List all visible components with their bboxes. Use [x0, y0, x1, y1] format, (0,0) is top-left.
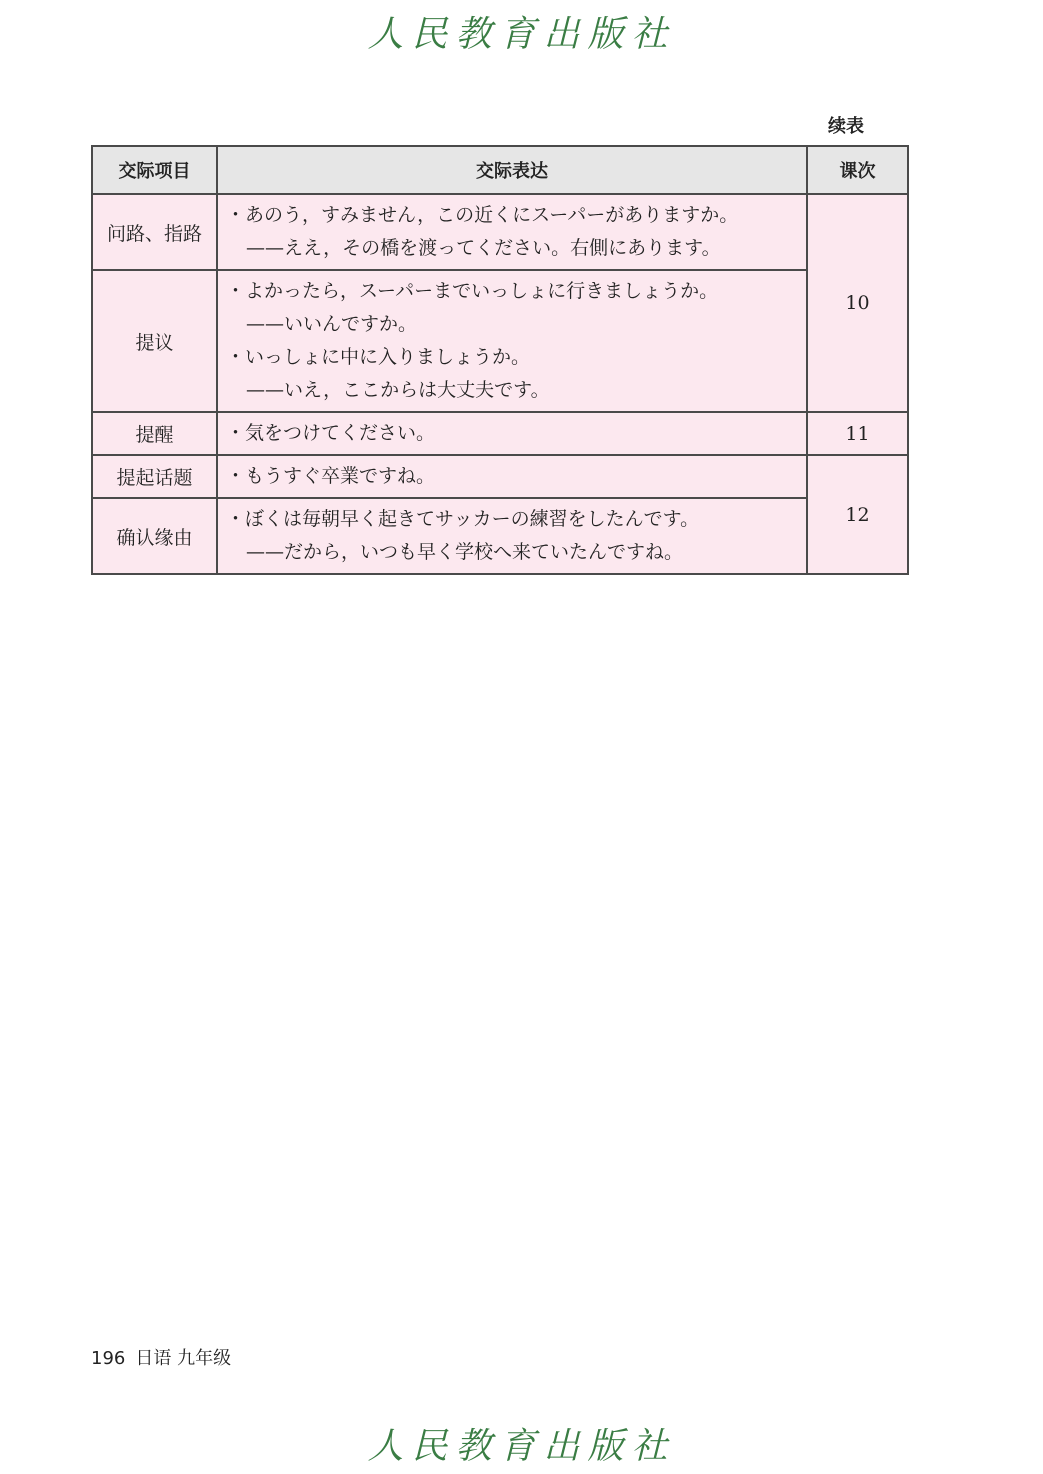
item-cell: 问路、指路 [92, 194, 217, 270]
expression-cell [217, 455, 807, 498]
column-header-expression: 交际表达 [217, 146, 807, 194]
expression-cell [217, 270, 807, 412]
expression-line: ・もうすぐ卒業ですね。 [226, 465, 436, 487]
expression-line: ・よかったら，スーパーまでいっしょに行きましょうか。 [226, 280, 719, 302]
table-row [92, 498, 908, 574]
expression-line: ・気をつけてください。 [226, 422, 436, 444]
publisher-logo: 人民教育出版社 [367, 14, 676, 55]
item-cell: 确认缘由 [92, 498, 217, 574]
expression-line: ——いえ，ここからは大丈夫です。 [246, 379, 550, 401]
expression-cell [217, 194, 807, 270]
expression-line: ・ぼくは毎朝早く起きてサッカーの練習をしたんです。 [226, 508, 700, 530]
item-cell: 提起话题 [92, 455, 217, 498]
column-header-item: 交际项目 [92, 146, 217, 194]
book-title: 日语 九年级 [135, 1348, 232, 1369]
continued-label: 续表 [828, 116, 864, 137]
column-header-lesson: 课次 [807, 146, 908, 194]
expression-line: ・いっしょに中に入りましょうか。 [226, 346, 531, 368]
lesson-cell: 10 [807, 194, 908, 412]
expression-line: ——だから，いつも早く学校へ来ていたんですね。 [246, 541, 684, 563]
page-number: 196 [91, 1348, 126, 1369]
lesson-cell: 11 [807, 412, 908, 455]
publisher-logo-bottom: 人民教育出版社 [367, 1426, 676, 1467]
expression-line: ——ええ，その橋を渡ってください。右側にあります。 [246, 237, 721, 259]
expression-line: ——いいんですか。 [246, 313, 418, 335]
table-row [92, 194, 908, 270]
item-cell: 提醒 [92, 412, 217, 455]
table-row [92, 455, 908, 498]
table-header-row [92, 146, 908, 194]
expression-cell [217, 498, 807, 574]
table-row [92, 412, 908, 455]
item-cell: 提议 [92, 270, 217, 412]
table-row [92, 270, 908, 412]
expression-cell [217, 412, 807, 455]
page-footer [91, 1344, 231, 1370]
communication-table [91, 145, 909, 575]
lesson-cell: 12 [807, 455, 908, 574]
expression-line: ・あのう，すみません，この近くにスーパーがありますか。 [226, 204, 739, 226]
